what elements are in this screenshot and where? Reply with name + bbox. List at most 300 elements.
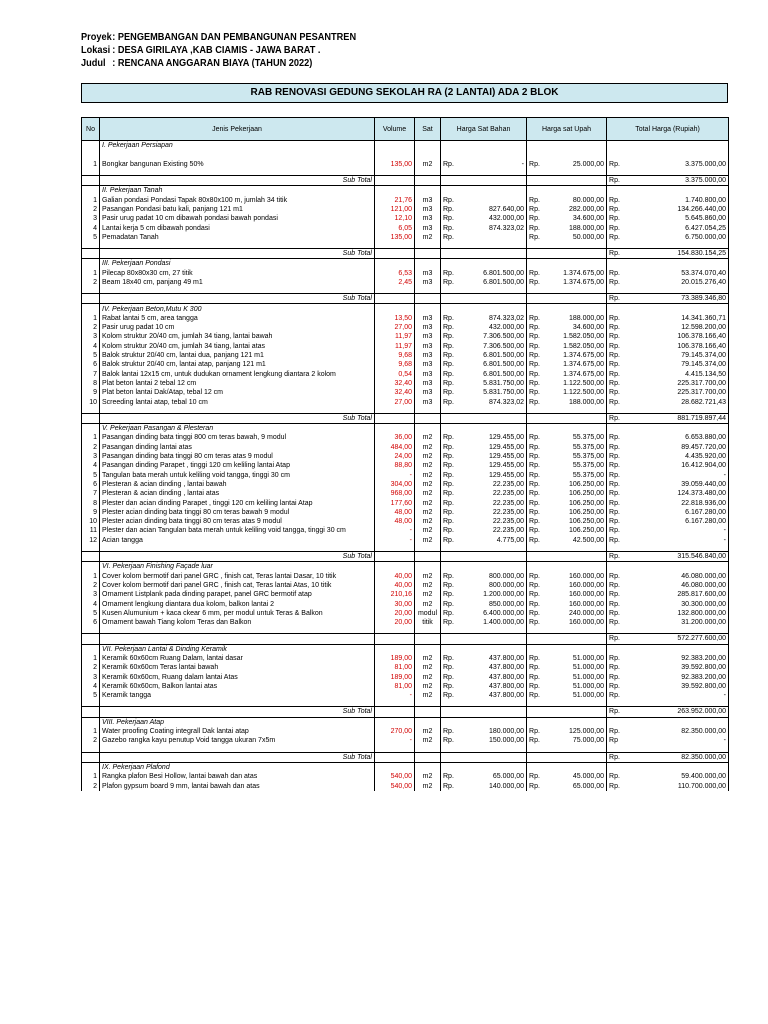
table-row [82,461,729,470]
subtotal-label: Sub Total [100,413,375,423]
empty-cell [441,562,459,572]
row-desc: Screeding lantai atap, tebal 10 cm [100,397,375,406]
row-volume: 81,00 [375,663,415,672]
row-unit: m2 [415,663,441,672]
row-bahan-rp: Rp. [441,517,459,526]
row-total: 6.167.280,00 [625,508,729,517]
subtotal-row [82,294,729,304]
row-bahan-rp: Rp. [441,433,459,442]
row-bahan-rp: Rp. [441,526,459,535]
row-upah: 34.600,00 [545,214,607,223]
row-unit: m2 [415,682,441,691]
row-bahan-rp: Rp. [441,397,459,406]
subtotal-value: 73.389.346,80 [625,294,729,304]
empty-cell [625,186,729,196]
row-upah-rp: Rp. [527,682,545,691]
row-upah: 1.374.675,00 [545,278,607,287]
row-upah: 106.250,00 [545,526,607,535]
row-no: 8 [82,498,100,507]
row-desc: Bongkar bangunan Existing 50% [100,160,375,169]
row-bahan: 437.800,00 [459,663,527,672]
row-bahan-rp: Rp. [441,214,459,223]
subtotal-rp: Rp. [607,752,625,762]
empty-cell [82,150,100,159]
row-no: 7 [82,489,100,498]
table-row [82,781,729,790]
row-desc: Galian pondasi Pondasi Tapak 80x80x100 m, jumlah 34 titik [100,195,375,204]
row-bahan: 65.000,00 [459,772,527,781]
row-no: 1 [82,433,100,442]
row-desc: Pasangan dinding lantai atas [100,443,375,452]
row-volume: 9,68 [375,360,415,369]
location-line [81,45,321,56]
row-volume: 135,00 [375,160,415,169]
empty-cell [607,762,625,772]
row-upah: 51.000,00 [545,691,607,700]
empty-cell [375,248,415,258]
row-volume: 484,00 [375,443,415,452]
no-cell [82,717,100,727]
row-upah-rp: Rp. [527,471,545,480]
row-total: 22.818.936,00 [625,498,729,507]
empty-cell [459,141,527,151]
row-total-rp: Rp. [607,332,625,341]
row-unit: m3 [415,370,441,379]
row-upah: 1.374.675,00 [545,370,607,379]
empty-cell [527,248,545,258]
row-desc: Pasir urug padat 10 cm dibawah pondasi bawah pondasi [100,214,375,223]
empty-cell [415,644,441,654]
empty-cell [441,424,459,434]
row-desc: Rangka plafon Besi Hollow, lantai bawah dan atas [100,772,375,781]
empty-cell [459,259,527,269]
row-total: 79.145.374,00 [625,360,729,369]
row-desc: Rabat lantai 5 cm, area tangga [100,314,375,323]
row-desc: Balok struktur 20/40 cm, lantai atap, panjang 121 m1 [100,360,375,369]
row-total: 6.653.880,00 [625,433,729,442]
empty-cell [82,551,100,561]
row-bahan: 5.831.750,00 [459,379,527,388]
empty-cell [415,150,441,159]
row-unit: m3 [415,351,441,360]
row-upah: 75.000,00 [545,736,607,745]
col-desc: Jenis Pekerjaan [100,118,375,141]
empty-cell [527,413,545,423]
row-no: 4 [82,342,100,351]
row-unit: m2 [415,536,441,545]
no-cell [82,259,100,269]
empty-cell [545,294,607,304]
row-unit: m3 [415,195,441,204]
row-volume: 304,00 [375,480,415,489]
row-no: 6 [82,360,100,369]
row-total: 14.341.360,71 [625,314,729,323]
row-total: 89.457.720,00 [625,443,729,452]
row-total: 39.059.440,00 [625,480,729,489]
row-total-rp: Rp. [607,379,625,388]
row-total: 59.400.000,00 [625,772,729,781]
empty-cell [375,644,415,654]
row-desc: Plesteran & acian dinding , lantai bawah [100,480,375,489]
row-volume: 32,40 [375,388,415,397]
row-upah: 188.000,00 [545,314,607,323]
row-unit: m3 [415,360,441,369]
row-no: 8 [82,379,100,388]
row-volume: 20,00 [375,609,415,618]
empty-cell [82,413,100,423]
section-title: III. Pekerjaan Pondasi [100,259,375,269]
row-upah: 160.000,00 [545,581,607,590]
row-desc: Keramik 60x60cm Teras lantai bawah [100,663,375,672]
empty-cell [82,294,100,304]
row-total: 92.383.200,00 [625,654,729,663]
table-row [82,205,729,214]
row-desc: Kolom struktur 20/40 cm, jumlah 34 tiang, lantai atas [100,342,375,351]
row-total-rp: Rp. [607,471,625,480]
row-desc: Pasangan dinding bata tinggi 800 cm teras bawah, 9 modul [100,433,375,442]
row-volume: 48,00 [375,508,415,517]
location-value: : DESA GIRILAYA ,KAB CIAMIS - JAWA BARAT . [112,45,321,56]
row-unit: m2 [415,498,441,507]
row-volume: 30,00 [375,599,415,608]
row-total: 106.378.166,40 [625,342,729,351]
no-cell [82,304,100,314]
row-desc: Ornament lengkung diantara dua kolom, balkon lantai 2 [100,599,375,608]
row-volume: 6,53 [375,269,415,278]
empty-cell [527,150,545,159]
row-bahan-rp: Rp. [441,480,459,489]
table-row [82,433,729,442]
row-unit: m2 [415,691,441,700]
subtotal-value: 263.952.000,00 [625,707,729,717]
row-desc: Acian tangga [100,536,375,545]
empty-cell [459,551,527,561]
empty-cell [415,424,441,434]
row-upah: 1.122.500,00 [545,379,607,388]
row-bahan: 140.000,00 [459,781,527,790]
row-volume: 88,80 [375,461,415,470]
subtotal-value: 154.830.154,25 [625,248,729,258]
row-no: 1 [82,727,100,736]
row-bahan: 437.800,00 [459,691,527,700]
row-bahan-rp: Rp. [441,278,459,287]
row-volume: 189,00 [375,654,415,663]
row-volume: 21,76 [375,195,415,204]
row-no: 10 [82,517,100,526]
row-total-rp: Rp. [607,214,625,223]
no-cell [82,762,100,772]
empty-cell [415,175,441,185]
table-row [82,682,729,691]
row-total: 16.412.904,00 [625,461,729,470]
row-no: 4 [82,682,100,691]
empty-cell [527,304,545,314]
row-bahan: 129.455,00 [459,433,527,442]
row-unit: m2 [415,443,441,452]
table-row [82,360,729,369]
row-no: 5 [82,233,100,242]
row-unit: m3 [415,278,441,287]
table-row [82,599,729,608]
row-upah: 55.375,00 [545,443,607,452]
row-desc: Plester dan acian dinding Parapet , tinggi 120 cm keliling lantai Atap [100,498,375,507]
row-upah: 55.375,00 [545,452,607,461]
table-row [82,332,729,341]
rab-table [81,117,729,791]
row-unit: m2 [415,233,441,242]
row-desc: Pemadatan Tanah [100,233,375,242]
row-volume: - [375,736,415,745]
table-row [82,471,729,480]
subtotal-row [82,752,729,762]
row-upah: 106.250,00 [545,489,607,498]
table-row [82,269,729,278]
empty-cell [527,141,545,151]
row-total-rp: Rp. [607,433,625,442]
row-no: 3 [82,590,100,599]
row-upah: 65.000,00 [545,781,607,790]
row-total: 285.817.600,00 [625,590,729,599]
row-volume: 135,00 [375,233,415,242]
row-bahan-rp: Rp. [441,609,459,618]
row-bahan: 432.000,00 [459,214,527,223]
row-upah: 55.375,00 [545,471,607,480]
no-cell [82,644,100,654]
row-unit: m3 [415,323,441,332]
row-no: 2 [82,443,100,452]
row-bahan-rp: Rp. [441,314,459,323]
empty-cell [82,707,100,717]
section-title-row [82,304,729,314]
empty-cell [375,634,415,644]
empty-cell [459,634,527,644]
empty-cell [607,424,625,434]
row-bahan: 437.800,00 [459,672,527,681]
empty-cell [459,644,527,654]
row-total-rp: Rp. [607,269,625,278]
row-desc: Gazebo rangka kayu penutup Void tangga ukuran 7x5m [100,736,375,745]
empty-cell [459,762,527,772]
table-row [82,489,729,498]
table-row [82,571,729,580]
empty-cell [415,707,441,717]
empty-cell [607,186,625,196]
empty-cell [375,551,415,561]
row-upah: 1.374.675,00 [545,351,607,360]
empty-cell [625,141,729,151]
row-total-rp: Rp. [607,682,625,691]
row-total-rp: Rp. [607,590,625,599]
subtotal-value: 572.277.600,00 [625,634,729,644]
row-desc: Plester acian dinding bata tinggi 80 cm teras bawah 9 modul [100,508,375,517]
empty-cell [375,717,415,727]
table-row [82,223,729,232]
row-bahan: 6.801.500,00 [459,269,527,278]
empty-cell [415,141,441,151]
empty-cell [415,248,441,258]
empty-cell [441,175,459,185]
row-upah: 34.600,00 [545,323,607,332]
row-bahan-rp: Rp. [441,443,459,452]
row-desc: Pilecap 80x80x30 cm, 27 titik [100,269,375,278]
row-bahan-rp: Rp. [441,452,459,461]
table-row [82,370,729,379]
row-unit: m2 [415,471,441,480]
empty-cell [459,294,527,304]
title-key: Judul [81,58,106,69]
row-volume: 270,00 [375,727,415,736]
row-bahan-rp: Rp. [441,233,459,242]
row-bahan-rp: Rp. [441,471,459,480]
col-sat: Sat [415,118,441,141]
row-total-rp: Rp. [607,233,625,242]
row-unit: m3 [415,223,441,232]
row-total: 39.592.800,00 [625,663,729,672]
empty-cell [459,186,527,196]
empty-cell [545,150,607,159]
row-no: 10 [82,397,100,406]
table-row [82,536,729,545]
row-upah-rp: Rp. [527,618,545,627]
row-upah-rp: Rp. [527,214,545,223]
empty-cell [441,150,459,159]
row-bahan: 1.400.000,00 [459,618,527,627]
row-bahan-rp: Rp. [441,536,459,545]
table-row [82,160,729,169]
row-desc: Balok lantai 12x15 cm, untuk dudukan ornament lengkung diantara 2 kolom [100,370,375,379]
subtotal-rp: Rp. [607,634,625,644]
row-unit: m2 [415,654,441,663]
col-total: Total Harga (Rupiah) [607,118,729,141]
row-upah-rp: Rp. [527,397,545,406]
row-unit: m3 [415,214,441,223]
empty-cell [441,141,459,151]
row-bahan-rp: Rp. [441,461,459,470]
row-upah: 42.500,00 [545,536,607,545]
empty-cell [527,634,545,644]
row-unit: m2 [415,781,441,790]
empty-cell [415,186,441,196]
row-bahan: 874.323,02 [459,223,527,232]
section-title: II. Pekerjaan Tanah [100,186,375,196]
empty-cell [459,413,527,423]
row-no: 2 [82,278,100,287]
row-no: 3 [82,332,100,341]
table-row [82,581,729,590]
row-bahan-rp: Rp. [441,379,459,388]
empty-cell [441,186,459,196]
row-bahan: 129.455,00 [459,443,527,452]
subtotal-value: 881.719.897,44 [625,413,729,423]
row-bahan-rp: Rp. [441,772,459,781]
row-no: 2 [82,205,100,214]
empty-cell [459,707,527,717]
table-row [82,443,729,452]
row-unit: m2 [415,480,441,489]
row-no: 5 [82,351,100,360]
empty-cell [545,186,607,196]
no-cell [82,562,100,572]
table-row [82,654,729,663]
col-volume: Volume [375,118,415,141]
table-row [82,214,729,223]
row-no: 1 [82,160,100,169]
row-bahan-rp: Rp. [441,195,459,204]
row-no: 1 [82,571,100,580]
project-value: : PENGEMBANGAN DAN PEMBANGUNAN PESANTREN [112,32,357,43]
table-row [82,517,729,526]
row-volume: 13,50 [375,314,415,323]
row-desc: Water proofing Coating integrall Dak lantai atap [100,727,375,736]
row-upah: 51.000,00 [545,682,607,691]
subtotal-value: 315.546.840,00 [625,551,729,561]
row-total: - [625,526,729,535]
row-no: 1 [82,314,100,323]
empty-cell [527,424,545,434]
row-volume: 32,40 [375,379,415,388]
row-desc: Ornament bawah Tiang kolom Teras dan Balkon [100,618,375,627]
row-total: 28.682.721,43 [625,397,729,406]
row-upah-rp: Rp. [527,360,545,369]
empty-cell [82,248,100,258]
row-total-rp: Rp. [607,618,625,627]
row-bahan-rp: Rp. [441,351,459,360]
table-row [82,663,729,672]
row-total-rp: Rp [607,736,625,745]
empty-cell [545,259,607,269]
row-desc: Pasir urug padat 10 cm [100,323,375,332]
row-desc: Cover kolom bermotif dari panel GRC , finish cat, Teras lantai Dasar, 10 titik [100,571,375,580]
row-upah-rp: Rp. [527,269,545,278]
row-no: 12 [82,536,100,545]
table-row [82,691,729,700]
empty-cell [459,562,527,572]
empty-cell [607,562,625,572]
row-volume: 121,00 [375,205,415,214]
subtotal-value: 82.350.000,00 [625,752,729,762]
empty-cell [545,562,607,572]
row-bahan-rp: Rp. [441,269,459,278]
row-upah: 50.000,00 [545,233,607,242]
row-upah: 188.000,00 [545,223,607,232]
empty-cell [415,551,441,561]
row-desc: Plester acian dinding bata tinggi 80 cm teras atas 9 modul [100,517,375,526]
row-upah-rp: Rp. [527,205,545,214]
table-row [82,590,729,599]
empty-cell [527,762,545,772]
empty-cell [441,707,459,717]
empty-cell [441,762,459,772]
empty-cell [100,150,375,159]
section-title: V. Pekerjaan Pasangan & Plesteran [100,424,375,434]
empty-cell [375,413,415,423]
row-upah-rp: Rp. [527,691,545,700]
row-total: 92.383.200,00 [625,672,729,681]
row-total-rp: Rp. [607,498,625,507]
row-bahan: 6.801.500,00 [459,370,527,379]
row-total-rp: Rp. [607,609,625,618]
row-upah: 282.000,00 [545,205,607,214]
title-value: : RENCANA ANGGARAN BIAYA (TAHUN 2022) [112,58,313,69]
project-key: Proyek [81,32,112,43]
subtotal-rp: Rp. [607,551,625,561]
row-total: 46.080.000,00 [625,581,729,590]
row-total: 225.317.700,00 [625,388,729,397]
row-total: 4.415.134,50 [625,370,729,379]
row-unit: m2 [415,736,441,745]
row-unit: m2 [415,508,441,517]
row-total: 5.645.860,00 [625,214,729,223]
